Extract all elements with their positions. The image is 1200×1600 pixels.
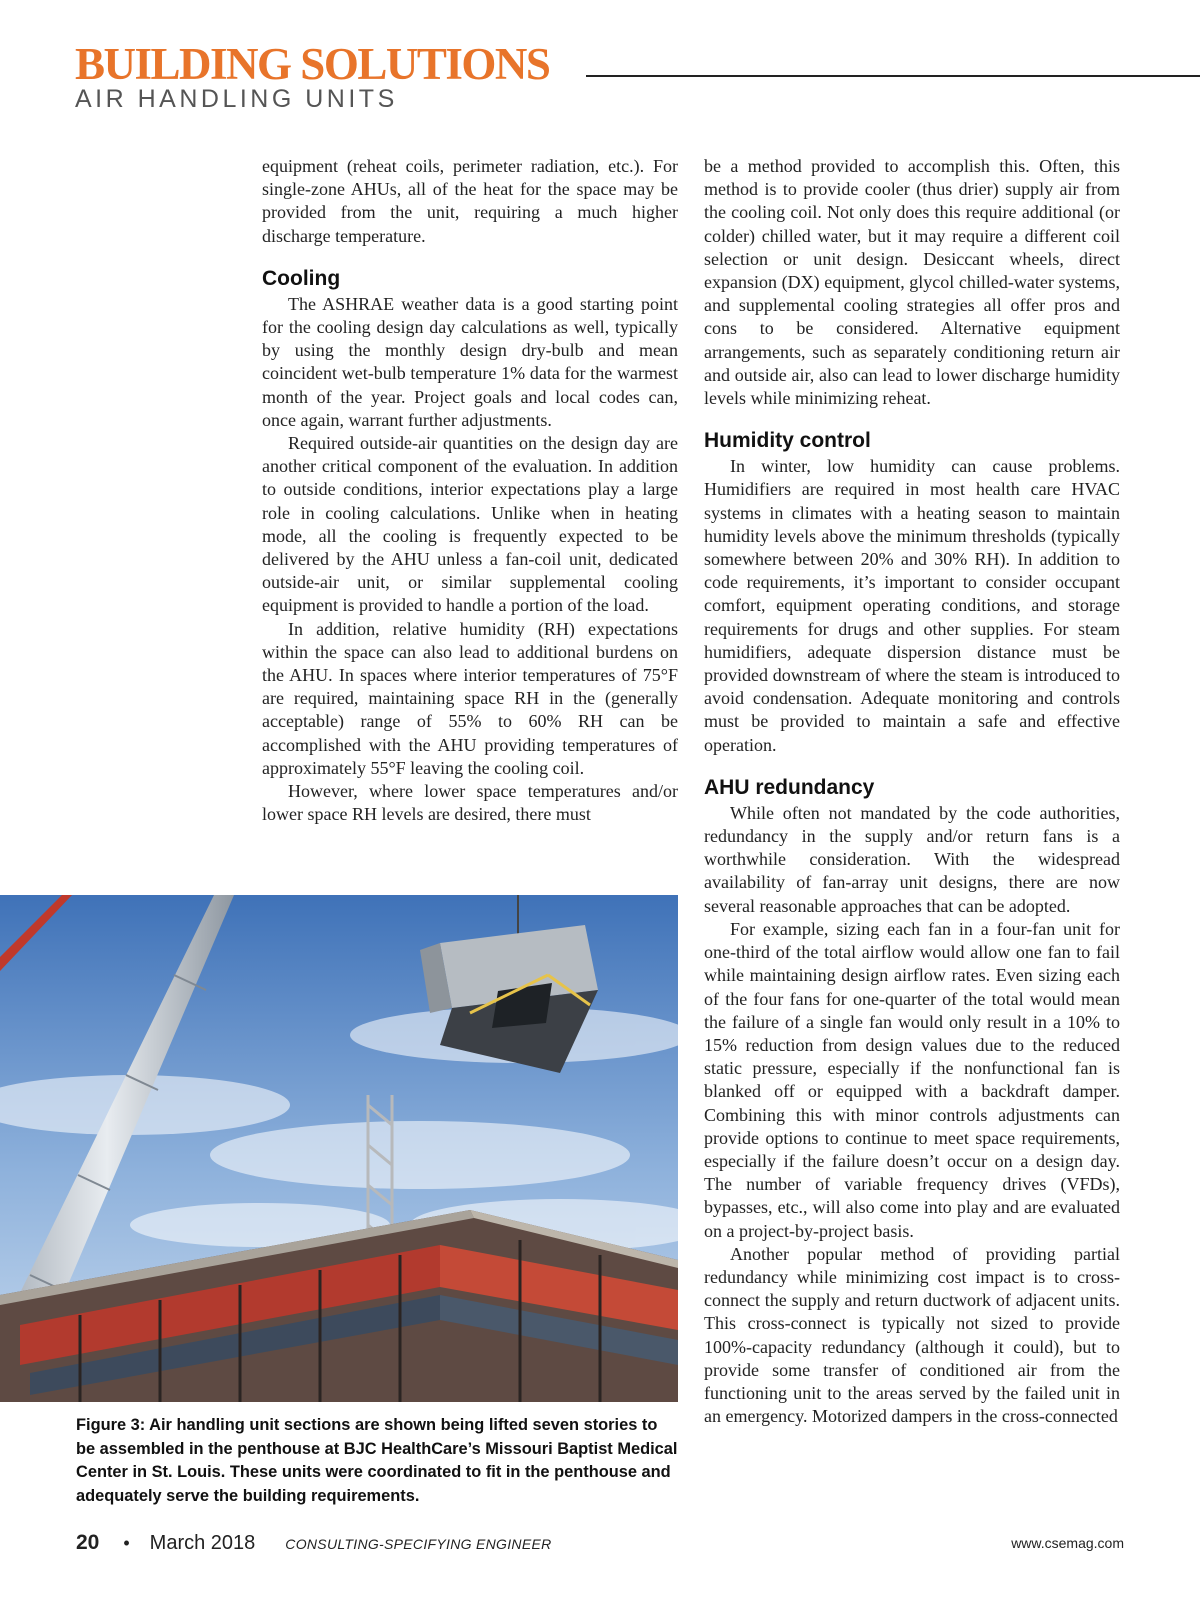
paragraph: be a method provided to accomplish this. Often, this method is to provide cooler (thus drier) supply air from the cooling coil. Not only does this require additional (or colder) chilled water, but it may require a different coil selection or unit design. Desiccant wheels, direct expansion (DX) equipment, glycol chilled-water systems, and supplemental cooling strategies all offer pros and cons to be considered. Alternative equipment arrangements, such as separately conditioning return air and outside air, also can lead to lower discharge humidity levels while minimizing reheat. [704,156,1120,409]
paragraph: equipment (reheat coils, perimeter radiation, etc.). For single-zone AHUs, all of the heat for the space may be provided from the unit, requiring a much higher discharge temperature. [262,156,678,246]
paragraph: Required outside-air quantities on the design day are another critical component of the evaluation. In addition to outside conditions, interior expectations play a large role in cooling calculations. Unlike when in heating mode, all the cooling is frequently expected to be delivered by the AHU unless a fan-coil unit, dedicated outside-air unit, or similar supplemental cooling equipment is provided to handle a portion of the load. [262,433,678,616]
right-column [704,155,1120,1428]
paragraph: Another popular method of providing partial redundancy while minimizing cost impact is to cross-connect the supply and return ductwork of adjacent units. This cross-connect is typically not sized to provide 100%-capacity redundancy (although it could), but to provide some transfer of conditioned air from the functioning unit to the areas served by the failed unit in an emergency. Motorized dampers in the cross-connected [704,1243,1120,1427]
page-number: 20 [76,1531,100,1554]
heading-cooling: Cooling [262,266,341,290]
heading-ahu-redundancy: AHU redundancy [704,775,875,799]
left-column [262,155,678,826]
section-title: BUILDING SOLUTIONS [75,39,550,89]
paragraph: However, where lower space temperatures and/or lower space RH levels are desired, there must [262,781,678,825]
paragraph: The ASHRAE weather data is a good starting point for the cooling design day calculations as well, typically by using the monthly design dry-bulb and mean coincident wet-bulb temperature 1% data for the warmest month of the year. Project goals and local codes can, once again, warrant further adjustments. [262,293,678,430]
paragraph: In winter, low humidity can cause problems. Humidifiers are required in most health care HVAC systems in climates with a heating season to maintain humidity levels above the minimum thresholds (typically somewhere between 20% and 30% RH). In addition to code requirements, it’s important to consider occupant comfort, equipment operating conditions, and storage requirements for drugs and other supplies. For steam humidifiers, adequate dispersion distance must be provided downstream of where the steam is introduced to avoid condensation. Adequate monitoring and controls must be provided to maintain a safe and effective operation. [704,456,1120,755]
issue-date: March 2018 [149,1532,256,1554]
header-rule [586,75,1200,77]
publication-name: CONSULTING-SPECIFYING ENGINEER [285,1536,552,1552]
footer [76,1531,552,1555]
section-subtitle: AIR HANDLING UNITS [75,85,398,113]
footer-bullet: • [123,1533,130,1553]
figure-caption: Figure 3: Air handling unit sections are shown being lifted seven stories to be assembled in the penthouse at BJC HealthCare’s Missouri Baptist Medical Center in St. Louis. These units were coordinated to fit in the penthouse and adequately serve the building requirements. [76,1416,678,1505]
website-url: www.csemag.com [1011,1535,1124,1551]
heading-humidity-control: Humidity control [704,429,871,453]
paragraph: For example, sizing each fan in a four-fan unit for one-third of the total airflow would allow one fan to fail while maintaining design airflow rates. Even sizing each of the four fans for one-quarter of the total would mean the failure of a single fan would only result in a 10% to 15% reduction from design values due to the reduced static pressure, especially if the nonfunctional fan is blanked off or equipped with a backdraft damper. Combining this with minor controls adjustments can provide options to continue to meet space requirements, especially if the failure doesn’t occur on a design day. The number of variable frequency drives (VFDs), bypasses, etc., will also come into play and are evaluated on a project-by-project basis. [704,918,1120,1241]
paragraph: While often not mandated by the code authorities, redundancy in the supply and/or return fans is a worthwhile consideration. With the widespread availability of fan-array unit designs, there are now several reasonable approaches that can be adopted. [704,802,1120,916]
figure-photo [0,895,678,1402]
paragraph: In addition, relative humidity (RH) expectations within the space can also lead to additional burdens on the AHU. In spaces where interior temperatures of 75°F are required, maintaining space RH in the (generally acceptable) range of 55% to 60% RH can be accomplished with the AHU providing temperatures of approximately 55°F leaving the cooling coil. [262,618,678,778]
